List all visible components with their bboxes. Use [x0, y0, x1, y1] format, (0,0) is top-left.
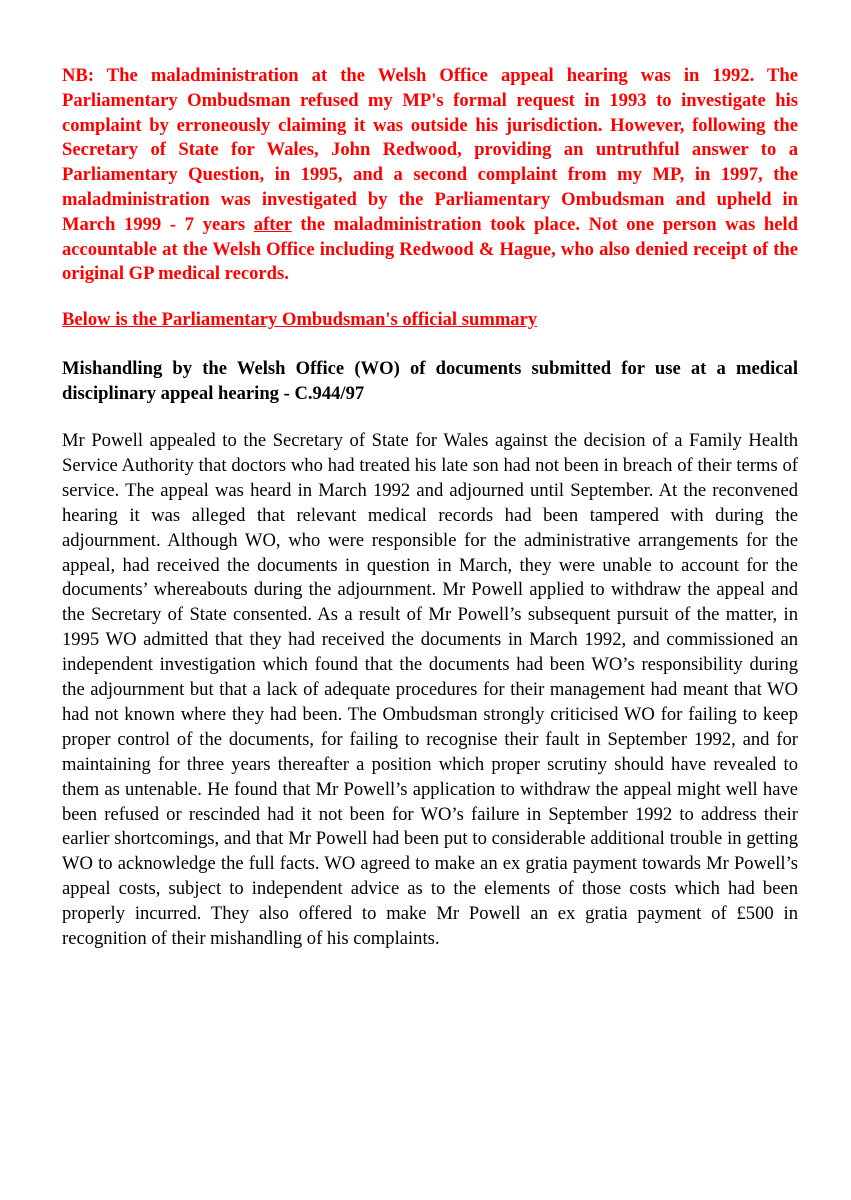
document-page [62, 64, 798, 952]
nb-text-part1: : The maladministration at the Welsh Office appeal hearing was in 1992. The Parliamentary Ombudsman refused my MP's formal request in 1993 to investigate his complaint by erroneously claiming it was outside his jurisdiction. However, following the Secretary of State for Wales, John Redwood, providing an untruthful answer to a Parliamentary Question, in 1995, and a second complaint from my MP, in 1997, the maladministration was investigated by the Parliamentary Ombudsman and upheld in March 1999 - 7 years [62, 65, 798, 235]
case-title: Mishandling by the Welsh Office (WO) of documents submitted for use at a medical disciplinary appeal hearing - C.944/97 [62, 357, 798, 404]
nb-notice [62, 64, 798, 287]
summary-heading: Below is the Parliamentary Ombudsman's official summary [62, 309, 538, 331]
nb-lead: NB [62, 65, 88, 86]
nb-text-part2: the maladministration took place. Not one person was held accountable at the Welsh Office including Redwood & Hague, who also denied receipt of the original GP medical records. [62, 213, 798, 285]
case-summary-body: Mr Powell appealed to the Secretary of State for Wales against the decision of a Family Health Service Authority that doctors who had treated his late son had not been in breach of their terms of service. The appeal was heard in March 1992 and adjourned until September. At the reconvened hearing it was alleged that relevant medical records had been tampered with during the adjournment. Although WO, who were responsible for the administrative arrangements for the appeal, had received the documents in question in March, they were unable to account for the documents’ whereabouts during the adjournment. Mr Powell applied to withdraw the appeal and the Secretary of State consented. As a result of Mr Powell’s subsequent pursuit of the matter, in 1995 WO admitted that they had received the documents in March 1992, and commissioned an independent investigation which found that the documents had been WO’s responsibility during the adjournment but that a lack of adequate procedures for their management had meant that WO had not known where they had been. The Ombudsman strongly criticised WO for failing to keep proper control of the documents, for failing to recognise their fault in September 1992, and for maintaining for three years thereafter a position which proper scrutiny should have revealed to them as untenable. He found that Mr Powell’s application to withdraw the appeal might well have been refused or rescinded had it not been for WO’s failure in September 1992 to address their earlier shortcomings, and that Mr Powell had been put to considerable additional trouble in getting WO to acknowledge the full facts. WO agreed to make an ex gratia payment towards Mr Powell’s appeal costs, subject to independent advice as to the elements of those costs which had been properly incurred. They also offered to make Mr Powell an ex gratia payment of £500 in recognition of their mishandling of his complaints. [62, 429, 798, 950]
nb-emphasis-after: after [253, 213, 292, 235]
